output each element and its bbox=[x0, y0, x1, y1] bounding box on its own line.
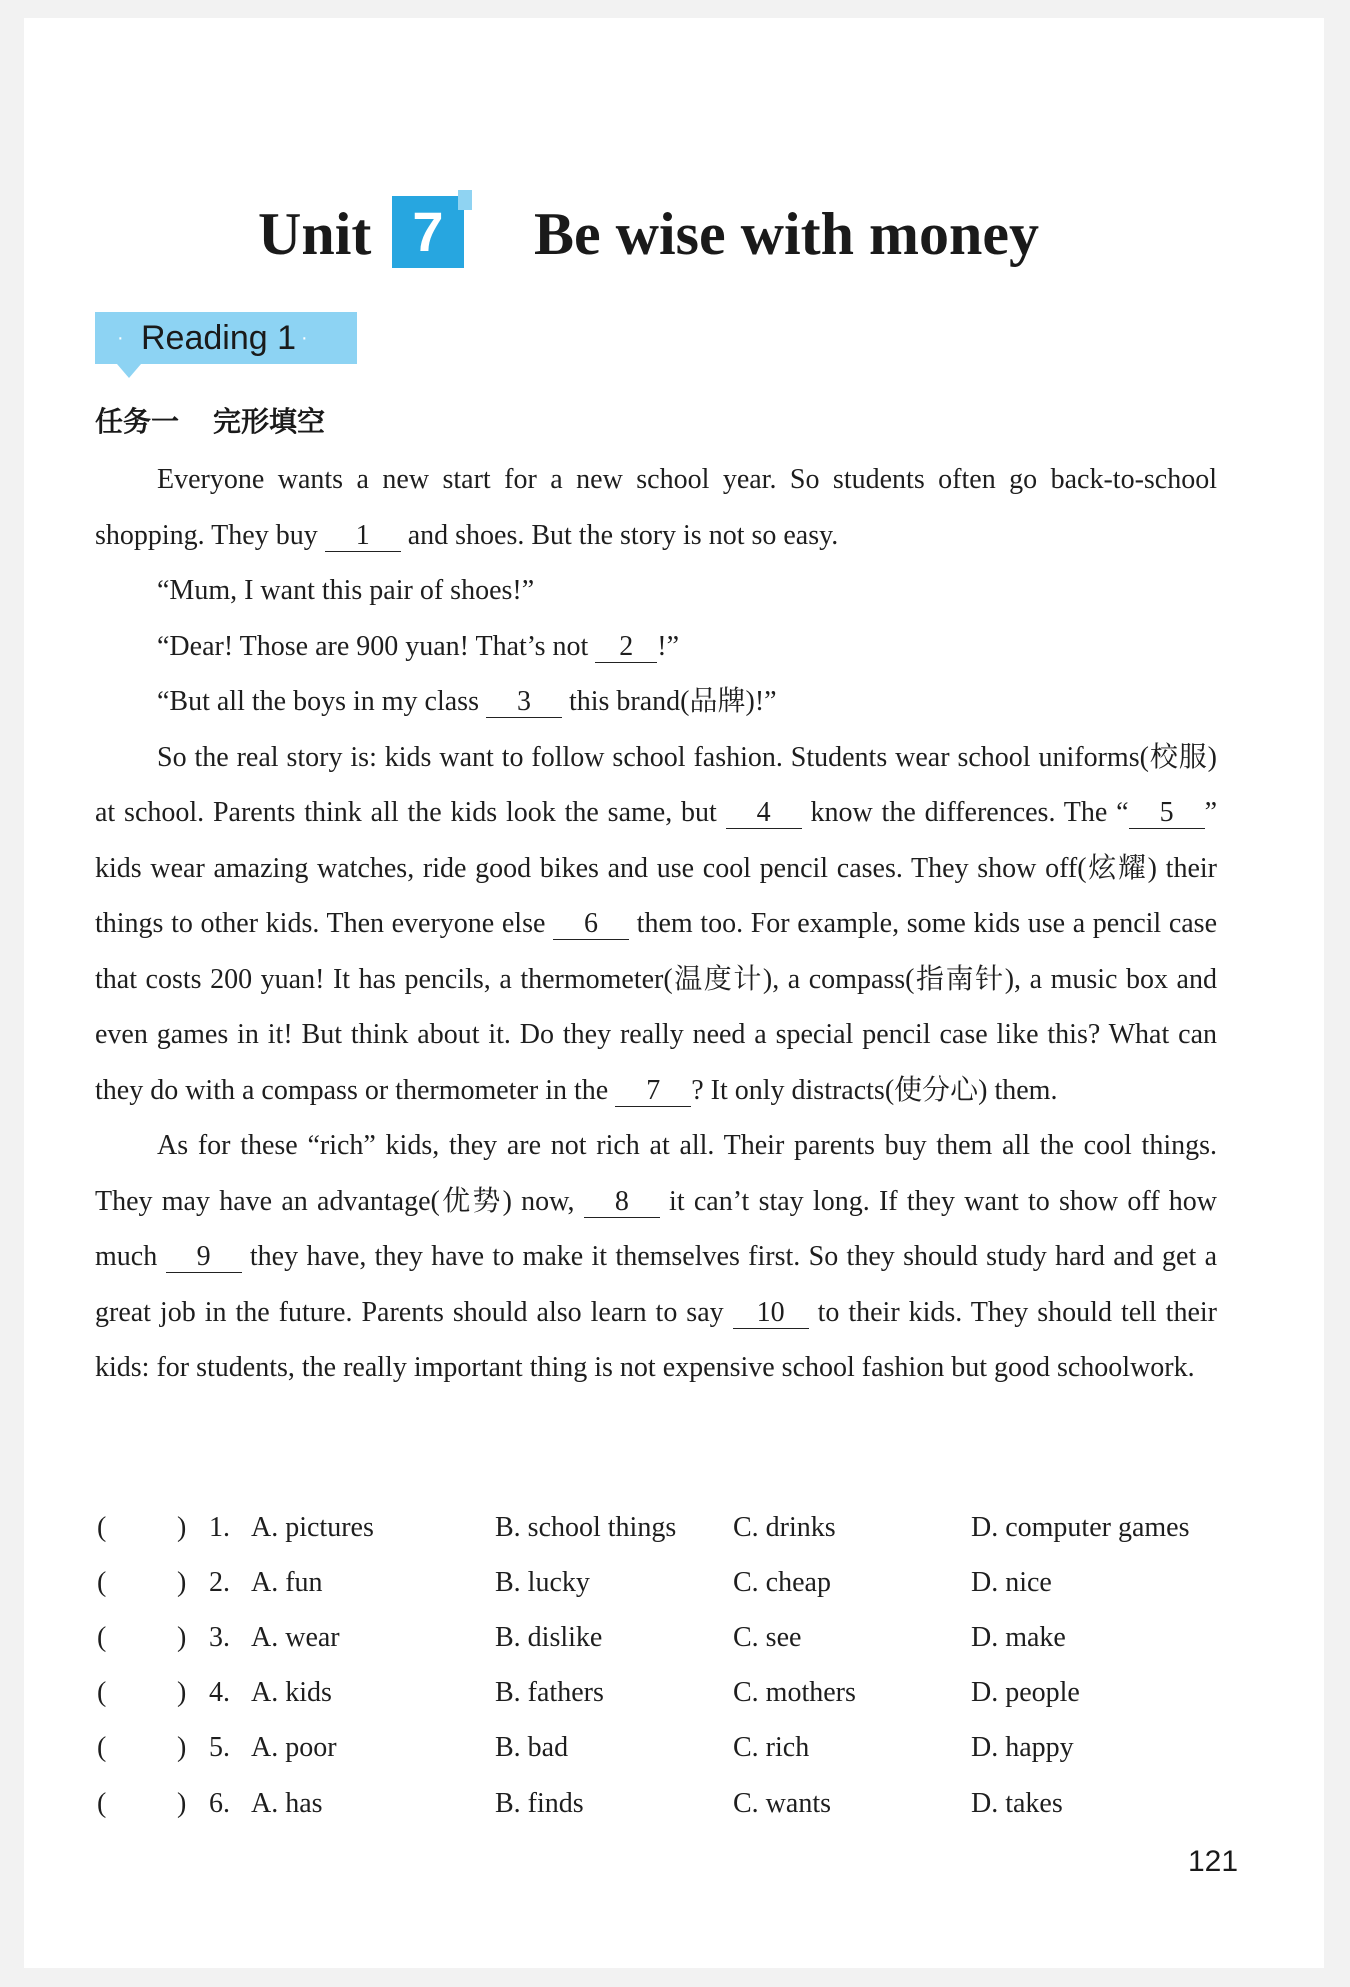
answer-paren-open: ( bbox=[97, 1788, 107, 1819]
paragraph-4 bbox=[95, 674, 1217, 730]
option-a: A. has bbox=[251, 1788, 323, 1819]
text: they have, they have to make it themselves first. So they should study hard and get a great job in the future. Parents should also learn to say bbox=[95, 1241, 1217, 1328]
question-row bbox=[95, 1563, 1225, 1603]
option-c: C. wants bbox=[733, 1788, 831, 1819]
page-number: 121 bbox=[1188, 1845, 1239, 1878]
option-c: C. rich bbox=[733, 1732, 810, 1763]
question-row bbox=[95, 1618, 1225, 1658]
answer-paren-open: ( bbox=[97, 1512, 107, 1543]
answer-paren-close: ) bbox=[177, 1788, 187, 1819]
section-tab bbox=[95, 312, 357, 364]
text: to their kids. They should tell their kids: for students, the really important thing is not expensive school fashion but good schoolwork. bbox=[95, 1296, 1217, 1383]
option-b: B. school things bbox=[495, 1512, 677, 1543]
blank-2: 2 bbox=[595, 632, 657, 663]
option-d: D. computer games bbox=[971, 1512, 1190, 1543]
paragraph-1 bbox=[95, 452, 1217, 563]
option-a: A. poor bbox=[251, 1732, 337, 1763]
answer-paren-close: ) bbox=[177, 1732, 187, 1763]
blank-5: 5 bbox=[1129, 798, 1205, 829]
blank-9: 9 bbox=[166, 1242, 242, 1273]
answer-paren-close: ) bbox=[177, 1567, 187, 1598]
text: know the differences. The “ bbox=[801, 797, 1129, 828]
text: Everyone wants a new start for a new school year. So students often go back-to-school shopping. They buy bbox=[95, 464, 1217, 551]
task-heading bbox=[95, 400, 325, 440]
option-b: B. dislike bbox=[495, 1622, 603, 1653]
paragraph-5 bbox=[95, 730, 1217, 1119]
question-number: 4. bbox=[209, 1677, 230, 1708]
answer-paren-open: ( bbox=[97, 1677, 107, 1708]
text: it can’t stay long. If they want to show off how much bbox=[95, 1185, 1217, 1272]
option-a: A. pictures bbox=[251, 1512, 374, 1543]
paragraph-6 bbox=[95, 1118, 1217, 1396]
section-label: Reading 1 bbox=[141, 319, 297, 357]
unit-name: Be wise with money bbox=[534, 201, 1039, 267]
text: this brand(品牌)!” bbox=[561, 686, 777, 717]
text: and shoes. But the story is not so easy. bbox=[400, 519, 839, 551]
text: !” bbox=[657, 630, 680, 662]
text: ” kids wear amazing watches, ride good bikes and use cool pencil cases. They show off(炫耀) their things to other kids. Then everyone else bbox=[95, 797, 1218, 939]
text: So the real story is: kids want to follow school fashion. Students wear school uniforms(校服) at school. Parents think all the kids look the same, but bbox=[95, 741, 1217, 828]
task-title: 完形填空 bbox=[213, 405, 326, 438]
option-a: A. wear bbox=[251, 1622, 340, 1653]
option-c: C. see bbox=[733, 1622, 802, 1653]
answer-paren-open: ( bbox=[97, 1732, 107, 1763]
answer-paren-open: ( bbox=[97, 1622, 107, 1653]
tab-dot-left: · bbox=[117, 327, 124, 349]
option-c: C. cheap bbox=[733, 1567, 831, 1598]
tab-dot-right: · bbox=[301, 327, 308, 349]
option-d: D. takes bbox=[971, 1788, 1063, 1819]
text: “Dear! Those are 900 yuan! That’s not bbox=[157, 630, 596, 662]
unit-title bbox=[0, 190, 1350, 280]
option-d: D. nice bbox=[971, 1567, 1052, 1598]
option-b: B. bad bbox=[495, 1732, 569, 1763]
option-b: B. lucky bbox=[495, 1567, 590, 1598]
option-c: C. drinks bbox=[733, 1512, 836, 1543]
answer-paren-close: ) bbox=[177, 1622, 187, 1653]
option-d: D. happy bbox=[971, 1732, 1074, 1763]
paragraph-2: “Mum, I want this pair of shoes!” bbox=[157, 575, 535, 606]
question-number: 2. bbox=[209, 1567, 230, 1598]
option-d: D. make bbox=[971, 1622, 1066, 1653]
blank-7: 7 bbox=[615, 1076, 691, 1107]
blank-8: 8 bbox=[584, 1187, 660, 1218]
answer-paren-close: ) bbox=[177, 1677, 187, 1708]
answer-paren-close: ) bbox=[177, 1512, 187, 1543]
unit-word: Unit bbox=[258, 201, 372, 267]
question-row bbox=[95, 1728, 1225, 1768]
blank-4: 4 bbox=[726, 798, 802, 829]
cloze-passage bbox=[95, 452, 1217, 1396]
option-a: A. fun bbox=[251, 1567, 323, 1598]
option-b: B. fathers bbox=[495, 1677, 604, 1708]
blank-10: 10 bbox=[733, 1298, 809, 1329]
question-row bbox=[95, 1673, 1225, 1713]
question-row bbox=[95, 1784, 1225, 1824]
option-d: D. people bbox=[971, 1677, 1080, 1708]
blank-6: 6 bbox=[553, 909, 629, 940]
text: ? It only distracts(使分心) them. bbox=[691, 1074, 1058, 1106]
unit-number-badge: 7 bbox=[392, 196, 464, 268]
question-number: 5. bbox=[209, 1732, 230, 1763]
text: “But all the boys in my class bbox=[157, 686, 486, 717]
option-c: C. mothers bbox=[733, 1677, 856, 1708]
blank-3: 3 bbox=[486, 687, 562, 718]
question-number: 3. bbox=[209, 1622, 230, 1653]
paragraph-3 bbox=[95, 619, 1217, 675]
option-b: B. finds bbox=[495, 1788, 584, 1819]
task-label: 任务一 bbox=[95, 405, 180, 438]
question-row bbox=[95, 1508, 1225, 1548]
question-number: 1. bbox=[209, 1512, 230, 1543]
answer-paren-open: ( bbox=[97, 1567, 107, 1598]
text: As for these “rich” kids, they are not rich at all. Their parents buy them all the cool things. They may have an advantage(优势) now, bbox=[95, 1130, 1217, 1217]
text: them too. For example, some kids use a pencil case that costs 200 yuan! It has pencils, a thermometer(温度计), a compass(指南针), a music box and even games in it! But think about it. Do they really need a special pencil case like this? What can they do with a compass or thermometer in the bbox=[95, 908, 1217, 1106]
blank-1: 1 bbox=[325, 521, 401, 552]
question-number: 6. bbox=[209, 1788, 230, 1819]
option-a: A. kids bbox=[251, 1677, 332, 1708]
